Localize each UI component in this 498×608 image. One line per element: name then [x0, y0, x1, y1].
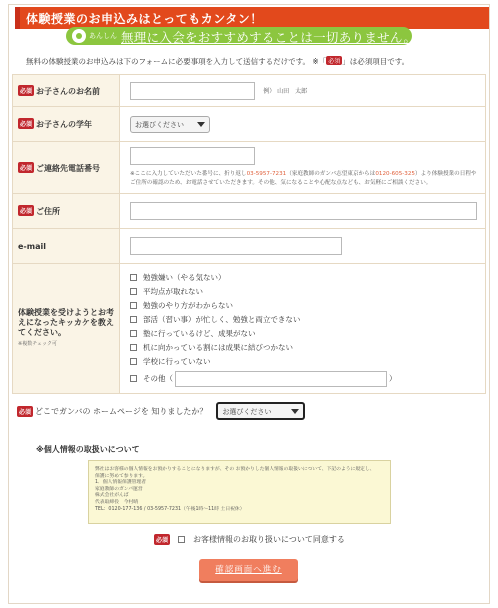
- checkbox[interactable]: [130, 274, 137, 281]
- chevron-down-icon: [291, 409, 299, 414]
- phone-number-2: 0120-605-325: [375, 171, 415, 177]
- checkbox[interactable]: [130, 375, 137, 382]
- required-badge: 必須: [17, 406, 33, 417]
- trigger-option-other[interactable]: その他（ ）: [130, 369, 485, 389]
- reassurance-banner: [66, 27, 417, 45]
- address-label: ご住所: [36, 207, 61, 216]
- checkbox[interactable]: [130, 316, 137, 323]
- required-badge: 必須: [18, 118, 34, 129]
- page-title: 体験授業のお申込みはとってもカンタン！: [26, 12, 263, 26]
- trigger-option[interactable]: 机に向かっている割には成果に結びつかない: [130, 341, 485, 355]
- email-label: e-mail: [18, 241, 46, 251]
- trigger-option[interactable]: 部活（習い事）が忙しく、勉強と両立できない: [130, 313, 485, 327]
- checkbox[interactable]: [130, 358, 137, 365]
- page-header: [15, 7, 489, 29]
- trigger-label: 体験授業を受けようとお考えになったキッカケを教えてください。: [18, 308, 114, 337]
- required-badge: 必須: [18, 85, 34, 96]
- privacy-line: TEL：0120-177-136 / 03-5957-7231（午後1時〜11時 土日祝休）: [95, 506, 245, 512]
- privacy-line: 保護に努めて参ります。: [95, 473, 148, 479]
- privacy-line: 家庭教師のガンバ運営: [95, 486, 143, 492]
- trigger-sub-label: ※複数チェック可: [18, 341, 58, 347]
- checkbox[interactable]: [130, 344, 137, 351]
- reassurance-badge-icon: [72, 29, 86, 43]
- privacy-line: 代表取締役 今村晴: [95, 499, 139, 505]
- privacy-policy-box: [88, 460, 391, 524]
- phone-number-1: 03-5957-7231: [246, 171, 287, 177]
- form-row-address: [13, 194, 486, 229]
- required-badge: 必須: [18, 162, 34, 173]
- form-row-trigger: [13, 264, 486, 394]
- referral-question: どこでガンバの ホームページを 知りましたか？: [35, 406, 208, 416]
- required-legend-badge: 必須: [328, 58, 341, 65]
- form-row-child-name: [13, 75, 486, 107]
- form-row-phone: [13, 142, 486, 194]
- grade-select[interactable]: お選びください: [130, 116, 210, 133]
- child-name-label: お子さんのお名前: [36, 86, 101, 96]
- application-form-table: [12, 74, 486, 394]
- trigger-option[interactable]: 勉強嫌い（やる気ない）: [130, 271, 485, 285]
- chevron-down-icon: [197, 122, 205, 127]
- required-badge: 必須: [154, 534, 170, 545]
- phone-label: ご連絡先電話番号: [36, 163, 101, 173]
- phone-note: ※ここに入力していただいた番号に、折り返し03-5957-7231（家庭教師のガンバ志望東京からは0120-605-325）より体験授業の日程やご住所の確認のため、お電話させていただきます。その他、気になることや心配な点なども、お気軽にご相談ください。: [130, 171, 477, 186]
- agree-label: お客様情報のお取り扱いについて同意する: [193, 535, 345, 544]
- agree-row[interactable]: [154, 534, 345, 545]
- phone-input[interactable]: [130, 147, 255, 165]
- referral-select[interactable]: お選びください: [216, 402, 305, 420]
- trigger-other-input[interactable]: [175, 371, 387, 387]
- privacy-line: 1．個人情報保護管理者: [95, 480, 147, 486]
- child-name-hint: 例） 山田 太郎: [263, 88, 308, 95]
- checkbox[interactable]: [130, 302, 137, 309]
- form-row-email: [13, 229, 486, 264]
- checkbox[interactable]: [130, 288, 137, 295]
- trigger-option[interactable]: 学校に行っていない: [130, 355, 485, 369]
- privacy-title: ※個人情報の取扱いについて: [36, 445, 140, 454]
- reassurance-badge-label: あんしん: [89, 32, 117, 40]
- trigger-option[interactable]: 塾に行っているけど、成果がない: [130, 327, 485, 341]
- privacy-line: 弊社はお客様の個人情報をお預かりすることになりますが、その お預かりした個人情報の取扱いについて、下記のように規定し、: [95, 467, 375, 472]
- confirm-button[interactable]: 確認画面へ進む: [199, 559, 298, 581]
- form-row-grade: [13, 107, 486, 142]
- referral-question-row: [17, 402, 305, 420]
- privacy-line: 株式会社がんば: [95, 493, 129, 499]
- email-input[interactable]: [130, 237, 342, 255]
- address-input[interactable]: [130, 202, 477, 220]
- grade-label: お子さんの学年: [36, 120, 93, 129]
- child-name-input[interactable]: [130, 82, 255, 100]
- reassurance-message: 無理に入会をおすすめすることは一切ありません。: [121, 30, 417, 45]
- trigger-option[interactable]: 勉強のやり方がわからない: [130, 299, 485, 313]
- required-badge: 必須: [18, 205, 34, 216]
- agree-checkbox[interactable]: [178, 536, 185, 543]
- form-intro: 無料の体験授業のお申込みは下のフォームに必要事項を入力して送信するだけです。 ※「 必須 」は必須項目です。: [26, 57, 410, 66]
- trigger-option[interactable]: 平均点が取れない: [130, 285, 485, 299]
- checkbox[interactable]: [130, 330, 137, 337]
